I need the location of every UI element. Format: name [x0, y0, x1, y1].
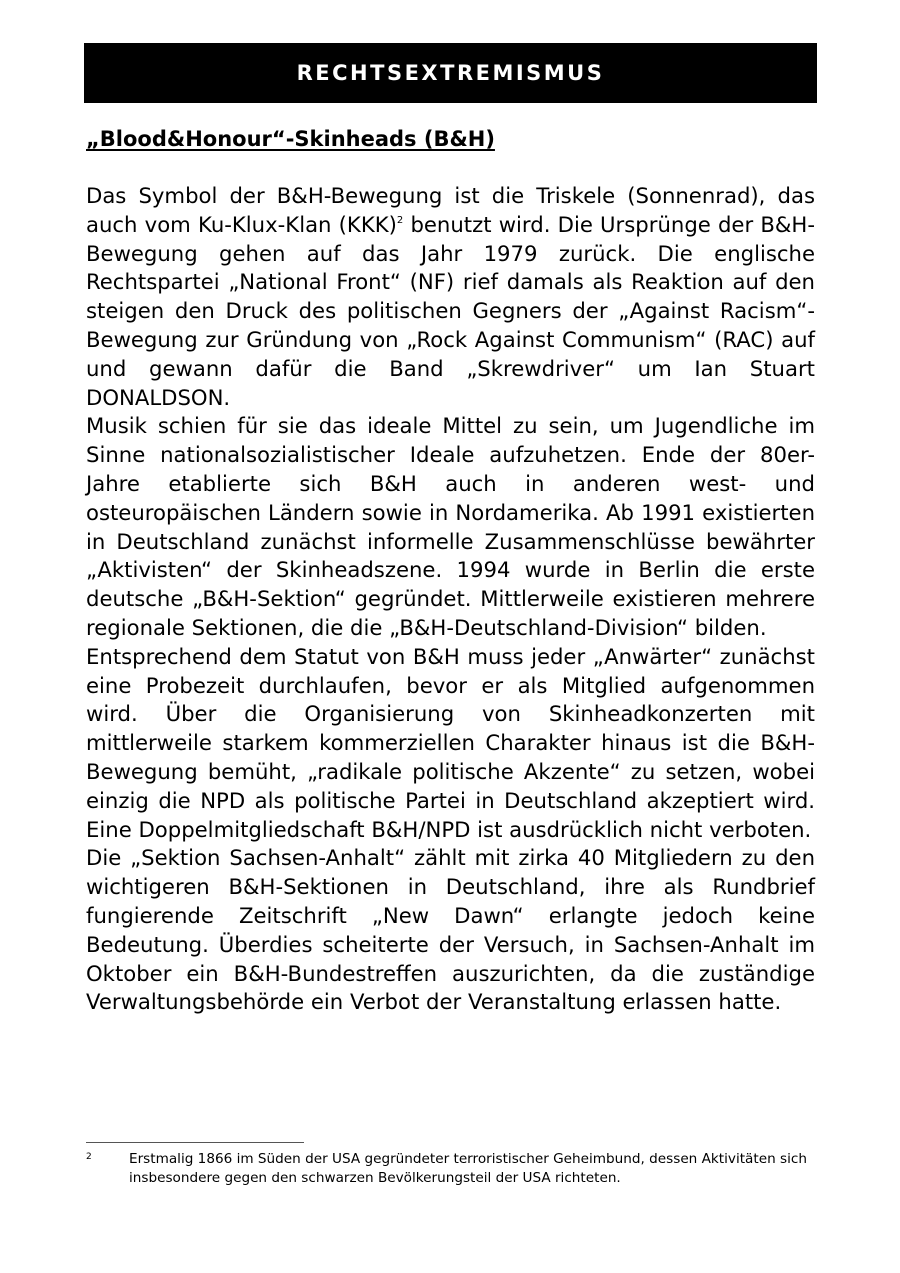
page-title: RECHTSEXTREMISMUS [296, 61, 605, 85]
header-bar [84, 43, 817, 103]
paragraph-4: Die „Sektion Sachsen-Anhalt“ zählt mit zirka 40 Mitgliedern zu den wichtigeren B&H-Sektionen in Deutschland, ihre als Rundbrief fungierende Zeitschrift „New Dawn“ erlangte jedoch keine Bedeutung. Überdies scheiterte der Versuch, in Sachsen-Anhalt im Oktober ein B&H-Bundestreffen auszurichten, da die zuständige Verwaltungsbehörde ein Verbot der Veranstaltung erlassen hatte. [86, 845, 815, 1015]
paragraph-1 [86, 182, 815, 412]
paragraph-1-end: benutzt wird. Die Ursprünge der B&H-Bewegung gehen auf das Jahr 1979 zurück. Die englische Rechtspartei „National Front“ (NF) rief damals als Reaktion auf den steigen den Druck des politischen Gegners der „Against Racism“-Bewegung zur Gründung von „Rock Against Communism“ (RAC) auf und gewann dafür die Band „Skrewdriver“ um Ian Stuart DONALDSON. [86, 211, 815, 410]
footnote-divider [86, 1142, 304, 1143]
paragraph-1-start: Das Symbol der B&H-Bewegung ist die Triskele (Sonnenrad), das auch vom Ku-Klux-Klan (KKK) [86, 183, 815, 237]
section-title: „Blood&Honour“-Skinheads (B&H) [86, 127, 495, 151]
paragraph-2: Musik schien für sie das ideale Mittel zu sein, um Jugendliche im Sinne nationalsozialistischer Ideale aufzuhetzen. Ende der 80er-Jahre etablierte sich B&H auch in anderen west- und osteuropäischen Ländern sowie in Nordamerika. Ab 1991 existierten in Deutschland zunächst informelle Zusammenschlüsse bewährter „Aktivisten“ der Skinheadszene. 1994 wurde in Berlin die erste deutsche „B&H-Sektion“ gegründet. Mittlerweile existieren mehrere regionale Sektionen, die die „B&H-Deutschland-Division“ bilden. [86, 413, 815, 640]
footnote [86, 1150, 815, 1188]
paragraph-3: Entsprechend dem Statut von B&H muss jeder „Anwärter“ zunächst eine Probezeit durchlaufen, bevor er als Mitglied aufgenommen wird. Über die Organisierung von Skinheadkonzerten mit mittlerweile starkem kommerziellen Charakter hinaus ist die B&H-Bewegung bemüht, „radikale politische Akzente“ zu setzen, wobei einzig die NPD als politische Partei in Deutschland akzeptiert wird. Eine Doppelmitgliedschaft B&H/NPD ist ausdrücklich nicht verboten. [86, 643, 815, 842]
footnote-text: Erstmalig 1866 im Süden der USA gegründeter terroristischer Geheimbund, dessen Aktivitäten sich insbesondere gegen den schwarzen Bevölkerungsteil der USA richteten. [129, 1151, 807, 1186]
footnote-number: 2 [86, 1152, 92, 1162]
footnote-reference[interactable]: 2 [396, 214, 404, 226]
body-text [86, 182, 815, 1017]
